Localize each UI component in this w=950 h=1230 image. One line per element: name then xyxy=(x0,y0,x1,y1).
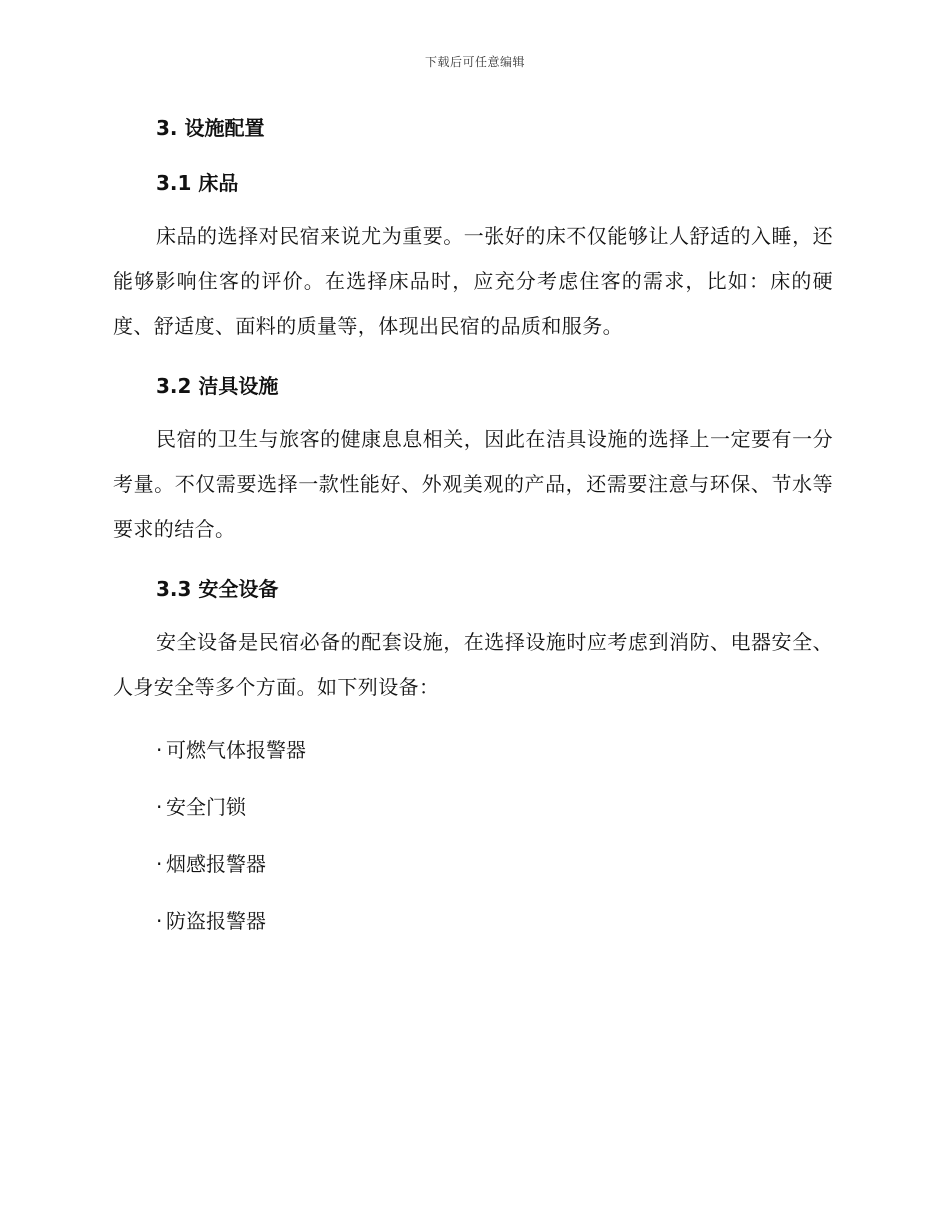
bullet-icon: · xyxy=(156,738,163,762)
bullet-icon: · xyxy=(156,909,163,933)
paragraph-sanitary: 民宿的卫生与旅客的健康息息相关，因此在洁具设施的选择上一定要有一分考量。不仅需要选择一款性能好、外观美观的产品，还需要注意与环保、节水等要求的结合。 xyxy=(113,427,833,541)
list-item xyxy=(156,840,833,897)
paragraph-safety: 安全设备是民宿必备的配套设施，在选择设施时应考虑到消防、电器安全、人身安全等多个方面。如下列设备： xyxy=(113,630,833,699)
document-body xyxy=(113,110,833,954)
list-item-label: 可燃气体报警器 xyxy=(166,738,306,762)
safety-equipment-list xyxy=(156,726,833,954)
subsection-title-sanitary: 3.2 洁具设施 xyxy=(156,374,279,398)
list-item xyxy=(156,783,833,840)
bullet-icon: · xyxy=(156,795,163,819)
subsection-title-bedding: 3.1 床品 xyxy=(156,171,239,195)
list-item xyxy=(156,726,833,783)
list-item-label: 烟感报警器 xyxy=(166,852,266,876)
bullet-icon: · xyxy=(156,852,163,876)
subsection-title-safety: 3.3 安全设备 xyxy=(156,577,279,601)
section-title: 3. 设施配置 xyxy=(156,116,265,140)
page-header: 下载后可任意编辑 xyxy=(424,55,525,69)
list-item-label: 防盗报警器 xyxy=(166,909,266,933)
list-item-label: 安全门锁 xyxy=(166,795,246,819)
list-item xyxy=(156,897,833,954)
paragraph-bedding: 床品的选择对民宿来说尤为重要。一张好的床不仅能够让人舒适的入睡，还能够影响住客的评价。在选择床品时，应充分考虑住客的需求，比如：床的硬度、舒适度、面料的质量等，体现出民宿的品质和服务。 xyxy=(113,224,833,338)
